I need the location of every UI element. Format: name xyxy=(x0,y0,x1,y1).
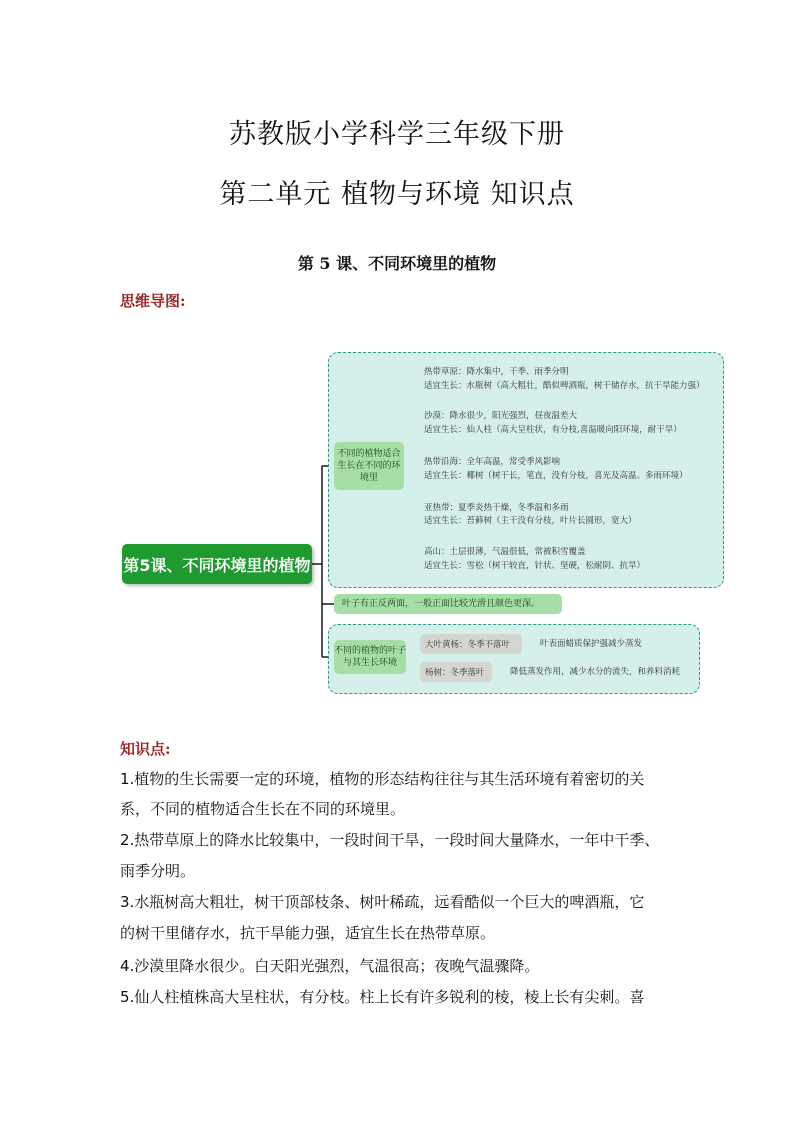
knowledge-line: 5.仙人柱植株高大呈柱状，有分枝。柱上长有许多锐利的棱，棱上长有尖刺。喜 xyxy=(120,988,645,1006)
branch1-item-1-line2: 适宜生长：水瓶树（高大粗壮，酷似啤酒瓶，树干储存水，抗干旱能力强） xyxy=(424,381,705,391)
page-title: 苏教版小学科学三年级下册 xyxy=(229,119,565,150)
knowledge-heading: 知识点: xyxy=(120,740,171,758)
branch1-item-2-line2: 适宜生长：仙人柱（高大呈柱状，有分枝,喜温暖向阳环境，耐干旱） xyxy=(424,425,682,435)
branch1-item-3-line1: 热带沿海：全年高温，常受季风影响 xyxy=(424,457,561,467)
branch3-node: 不同的植物的叶子与其生长环境 xyxy=(334,640,406,674)
page-subtitle: 第二单元 植物与环境 知识点 xyxy=(219,179,575,210)
branch3-item-1-tag: 大叶黄杨：冬季不落叶 xyxy=(420,634,522,654)
knowledge-line: 雨季分明。 xyxy=(120,862,196,880)
knowledge-line: 3.水瓶树高大粗壮，树干顶部枝条、树叶稀疏，远看酷似一个巨大的啤酒瓶，它 xyxy=(120,893,645,911)
branch1-item-5-line1: 高山：土层很薄，气温很低，常被积雪覆盖 xyxy=(424,547,586,557)
branch1-item-5-line2: 适宜生长：雪松（树干较直，针状、坚硬，松耐阴、抗旱） xyxy=(424,561,646,571)
mindmap-heading: 思维导图: xyxy=(120,292,186,310)
knowledge-line: 系，不同的植物适合生长在不同的环境里。 xyxy=(120,800,406,818)
branch3-item-2-tag: 杨树：冬季落叶 xyxy=(420,662,492,682)
branch1-item-1-line1: 热带草原：降水集中，干季、雨季分明 xyxy=(424,367,569,377)
knowledge-line: 2.热带草原上的降水比较集中，一段时间干旱，一段时间大量降水，一年中干季、 xyxy=(120,831,660,849)
branch1-item-3-line2: 适宜生长：椰树（树干长，笔直，没有分枝，喜光及高温、多雨环境） xyxy=(424,471,688,481)
branch1-node: 不同的植物适合生长在不同的环境里 xyxy=(334,442,404,490)
branch1-item-2-line1: 沙漠：降水很少，阳光强烈，昼夜温差大 xyxy=(424,411,578,421)
branch1-item-4-line1: 亚热带：夏季炎热干燥，冬季温和多雨 xyxy=(424,503,569,513)
branch1-item-4-line2: 适宜生长：苔藓树（主干没有分枝，叶片长圆形，宽大） xyxy=(424,516,637,526)
branch3-item-2-desc: 降低蒸发作用，减少水分的流失，和养料消耗 xyxy=(510,667,681,677)
knowledge-line: 4.沙漠里降水很少。白天阳光强烈，气温很高；夜晚气温骤降。 xyxy=(120,957,540,975)
branch2-node: 叶子有正反两面，一般正面比较光滑且颜色更深。 xyxy=(334,594,562,614)
branch3-item-1-desc: 叶表面蜡质保护强减少蒸发 xyxy=(540,639,643,649)
root-node: 第5课、不同环境里的植物 xyxy=(122,544,312,584)
lesson-title: 第 5 课、不同环境里的植物 xyxy=(297,254,497,273)
knowledge-line: 的树干里储存水，抗干旱能力强，适宜生长在热带草原。 xyxy=(120,924,496,942)
knowledge-line: 1.植物的生长需要一定的环境，植物的形态结构往往与其生活环境有着密切的关 xyxy=(120,770,645,788)
